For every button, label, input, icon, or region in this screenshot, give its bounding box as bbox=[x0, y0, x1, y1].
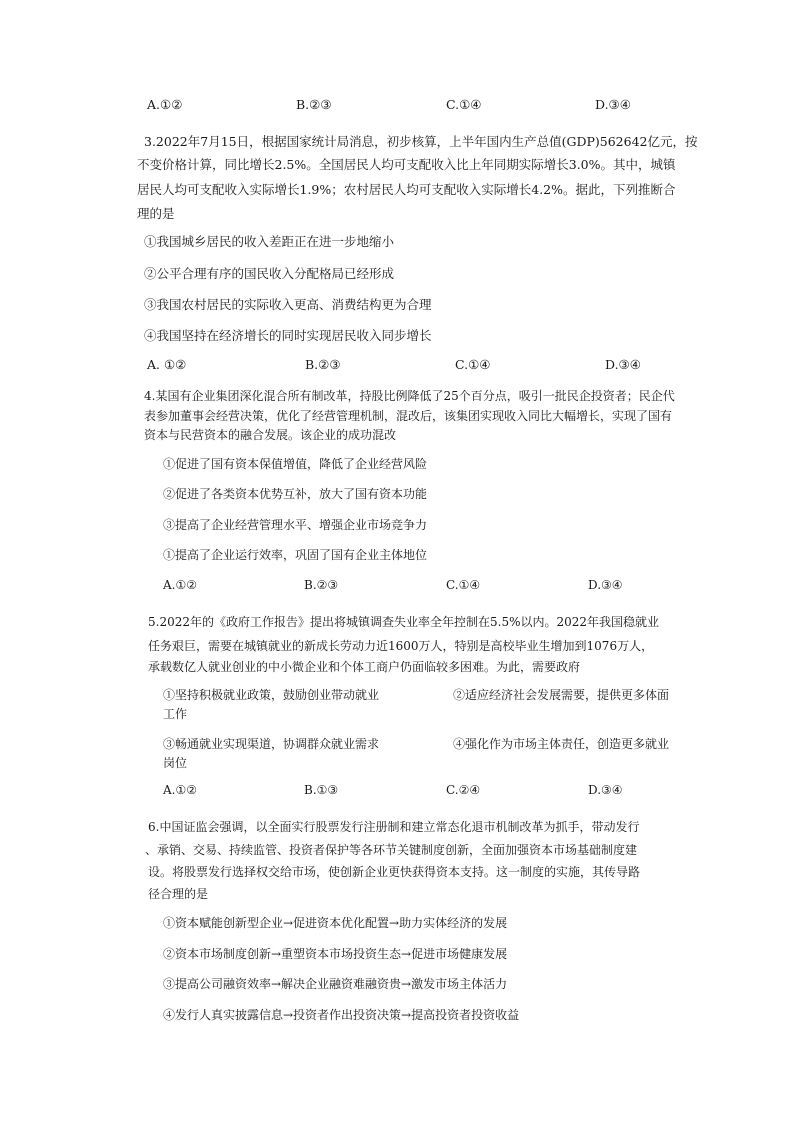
q3-item: ③我国农村居民的实际收入更高、消费结构更为合理 bbox=[144, 297, 432, 312]
q3-stem-line: 不变价格计算，同比增长2.5%。全国居民人均可支配收入比上年同期实际增长3.0%。其中，城镇 bbox=[137, 157, 676, 172]
q4-options bbox=[0, 578, 793, 596]
q6-item: ③提高公司融资效率→解决企业融资难融资贵→激发市场主体活力 bbox=[163, 977, 508, 991]
q2-option-d[interactable]: D.③④ bbox=[595, 97, 631, 112]
q5-option-b[interactable]: B.①③ bbox=[304, 783, 339, 797]
q4-stem-line: 资本与民营资本的融合发展。该企业的成功混改 bbox=[144, 428, 397, 442]
q4-stem-line: 4.某国有企业集团深化混合所有制改革，持股比例降低了25个百分点，吸引一批民企投资者；民企代 bbox=[144, 389, 675, 403]
q5-option-c[interactable]: C.②④ bbox=[446, 783, 481, 797]
q3-option-a[interactable]: A. ①② bbox=[147, 357, 187, 372]
q4-option-c[interactable]: C.①④ bbox=[446, 578, 481, 592]
q6-item: ④发行人真实披露信息→投资者作出投资决策→提高投资者投资收益 bbox=[163, 1008, 520, 1022]
q2-option-c[interactable]: C.①④ bbox=[446, 97, 482, 112]
q5-options bbox=[0, 783, 793, 801]
q3-item: ②公平合理有序的国民收入分配格局已经形成 bbox=[144, 266, 395, 281]
q6-item: ②资本市场制度创新→重塑资本市场投资生态→促进市场健康发展 bbox=[163, 947, 508, 961]
q6-stem-line: 、承销、交易、持续监管、投资者保护等各环节关键制度创新，全面加强资本市场基础制度建 bbox=[145, 843, 638, 857]
q5-item: ③畅通就业实现渠道，协调群众就业需求 bbox=[163, 737, 380, 751]
q4-option-a[interactable]: A.①② bbox=[163, 578, 197, 592]
q2-options bbox=[0, 97, 793, 115]
q5-option-a[interactable]: A.①② bbox=[163, 783, 197, 797]
q3-options bbox=[0, 357, 793, 375]
q3-item: ①我国城乡居民的收入差距正在进一步地缩小 bbox=[144, 234, 395, 249]
q3-stem-line: 理的是 bbox=[137, 206, 175, 221]
q4-item: ①促进了国有资本保值增值，降低了企业经营风险 bbox=[163, 457, 428, 471]
q4-stem-line: 表参加董事会经营决策，优化了经营管理机制，混改后，该集团实现收入同比大幅增长，实现了国有 bbox=[144, 409, 673, 423]
q5-item-continued: 岗位 bbox=[163, 756, 188, 770]
q5-item-continued: 工作 bbox=[163, 707, 188, 721]
q5-stem-line: 任务艰巨，需要在城镇就业的新成长劳动力近1600万人，特别是高校毕业生增加到1076万人， bbox=[148, 639, 654, 653]
q5-stem-line: 5.2022年的《政府工作报告》提出将城镇调查失业率全年控制在5.5%以内。2022年我国稳就业 bbox=[148, 615, 660, 629]
q6-stem-line: 6.中国证监会强调，以全面实行股票发行注册制和建立常态化退市机制改革为抓手，带动发行 bbox=[148, 820, 640, 834]
q6-item: ①资本赋能创新型企业→促进资本优化配置→助力实体经济的发展 bbox=[163, 916, 508, 930]
q4-option-b[interactable]: B.②③ bbox=[304, 578, 339, 592]
q4-option-d[interactable]: D.③④ bbox=[588, 578, 623, 592]
q3-option-c[interactable]: C.①④ bbox=[455, 357, 491, 372]
q2-option-b[interactable]: B.②③ bbox=[296, 97, 332, 112]
q5-item: ④强化作为市场主体责任，创造更多就业 bbox=[453, 737, 670, 751]
q4-item: ②促进了各类资本优势互补，放大了国有资本功能 bbox=[163, 487, 428, 501]
q5-stem-line: 承载数亿人就业创业的中小微企业和个体工商户仍面临较多困难。为此，需要政府 bbox=[148, 660, 581, 674]
q4-item: ①提高了企业运行效率，巩固了国有企业主体地位 bbox=[163, 548, 428, 562]
q5-item: ①坚持积极就业政策，鼓励创业带动就业 bbox=[163, 688, 380, 702]
q3-stem-line: 居民人均可支配收入实际增长1.9%；农村居民人均可支配收入实际增长4.2%。据此，下列推断合 bbox=[137, 182, 676, 197]
q3-option-b[interactable]: B.②③ bbox=[305, 357, 341, 372]
q6-stem-line: 径合理的是 bbox=[148, 887, 209, 901]
q3-option-d[interactable]: D.③④ bbox=[605, 357, 641, 372]
q4-item: ③提高了企业经营管理水平、增强企业市场竞争力 bbox=[163, 518, 428, 532]
q5-item: ②适应经济社会发展需要，提供更多体面 bbox=[453, 688, 670, 702]
q2-option-a[interactable]: A.①② bbox=[147, 97, 183, 112]
q6-stem-line: 设。将股票发行选择权交给市场，使创新企业更快获得资本支持。这一制度的实施，其传导路 bbox=[148, 865, 641, 879]
q3-stem-line: 3.2022年7月15日，根据国家统计局消息，初步核算，上半年国内生产总值(GDP)562642亿元，按 bbox=[144, 134, 698, 149]
q5-option-d[interactable]: D.③④ bbox=[588, 783, 623, 797]
q3-item: ④我国坚持在经济增长的同时实现居民收入同步增长 bbox=[144, 328, 432, 343]
